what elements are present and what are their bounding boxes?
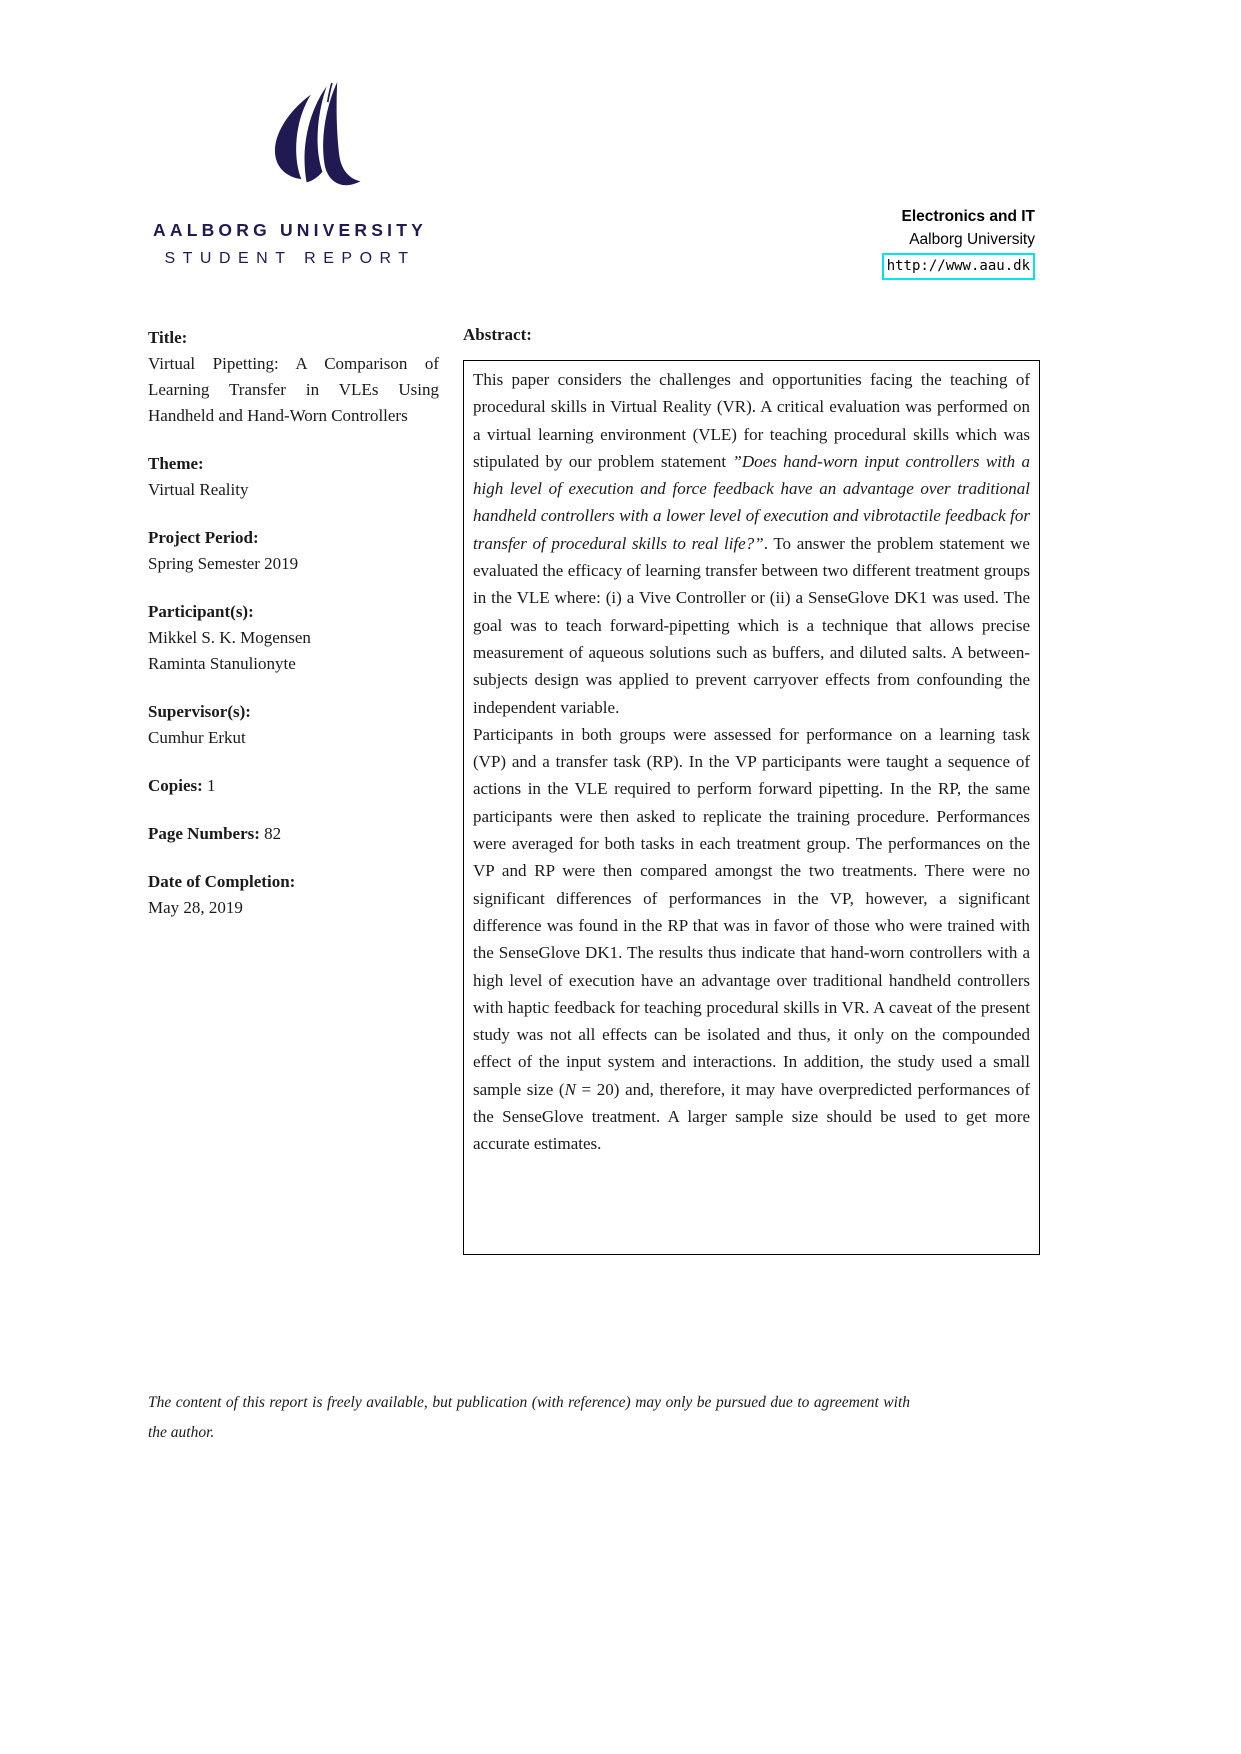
- abstract-column: [463, 325, 1040, 1255]
- university-url-link[interactable]: http://www.aau.dk: [882, 253, 1035, 280]
- field-date-label: Date of Completion:: [148, 872, 296, 891]
- abstract-text: This paper considers the challenges and opportunities facing the teaching of procedural skills in Virtual Reality (VR). A critical evaluation was performed on a virtual learning environment (VLE) for teaching procedural skills which was stipulated by our problem statement: [473, 370, 1030, 471]
- logo-report-type: STUDENT REPORT: [164, 250, 416, 267]
- field-date-of-completion: [148, 869, 439, 921]
- abstract-paragraph: [473, 366, 1030, 721]
- supervisor-name: Cumhur Erkut: [148, 728, 246, 747]
- field-copies-label: Copies:: [148, 776, 203, 795]
- field-project-period-value: Spring Semester 2019: [148, 554, 299, 573]
- abstract-text: Participants in both groups were assessed for performance on a learning task (VP) and a transfer task (RP). In the VP participants were taught a sequence of actions in the VLE required to perform forward pipetting. In the RP, the same participants were then asked to replicate the training procedure. Performances were averaged for both tasks in each treatment group. The performances on the VP and RP were then compared amongst the two treatments. There were no significant differences of performances in the VP, however, a significant difference was found in the RP that was in favor of those who were trained with the SenseGlove DK1. The results thus indicate that hand-worn controllers with a high level of execution have an advantage over traditional handheld controllers with haptic feedback for teaching procedural skills in VR. A caveat of the present study was not all effects can be isolated and thus, it only on the compounded effect of the input system and interactions. In addition, the study used a small sample size (: [473, 724, 1030, 1099]
- field-theme-value: Virtual Reality: [148, 480, 249, 499]
- abstract-quote: ”Does hand-worn input controllers with a high level of execution and force feedback have an advantage over traditional handheld controllers with a lower level of execution and vibrotactile feedback for transfer of procedural skills to real life?”: [473, 451, 1030, 553]
- field-copies-value: 1: [207, 776, 216, 795]
- field-supervisors-label: Supervisor(s):: [148, 702, 251, 721]
- abstract-paragraph: [473, 721, 1030, 1158]
- field-theme: [148, 451, 439, 503]
- aau-logo-swoosh-icon: [250, 82, 378, 214]
- field-page-numbers-label: Page Numbers:: [148, 824, 260, 843]
- abstract-math-n: N: [564, 1079, 576, 1099]
- field-page-numbers-value: 82: [264, 824, 282, 843]
- field-page-numbers: [148, 821, 439, 847]
- field-theme-label: Theme:: [148, 454, 204, 473]
- field-date-value: May 28, 2019: [148, 898, 243, 917]
- field-participants-label: Participant(s):: [148, 602, 254, 621]
- field-supervisors: [148, 699, 439, 751]
- field-title: [148, 325, 439, 429]
- abstract-text: = 20) and, therefore, it may have overpredicted performances of the SenseGlove treatment. A larger sample size should be used to get more accurate estimates.: [473, 1079, 1031, 1154]
- department-name: Electronics and IT: [901, 208, 1035, 225]
- field-project-period-label: Project Period:: [148, 528, 259, 547]
- header-right-block: [882, 205, 1035, 280]
- field-participants: [148, 599, 439, 677]
- abstract-heading: Abstract:: [463, 325, 532, 344]
- field-copies: [148, 773, 439, 799]
- copyright-notice: The content of this report is freely available, but publication (with reference) may only be pursued due to agreement with the author.: [148, 1394, 910, 1441]
- metadata-column: [148, 325, 439, 943]
- participant-name: Mikkel S. K. Mogensen: [148, 628, 311, 647]
- field-title-label: Title:: [148, 328, 188, 347]
- university-name: Aalborg University: [909, 231, 1035, 248]
- field-project-period: [148, 525, 439, 577]
- field-title-value: Virtual Pipetting: A Comparison of Learning Transfer in VLEs Using Handheld and Hand-Worn Controllers: [148, 354, 439, 425]
- abstract-box: [463, 360, 1040, 1255]
- logo-university-name: AALBORG UNIVERSITY: [153, 220, 427, 240]
- participant-name: Raminta Stanulionyte: [148, 654, 296, 673]
- abstract-text: . To answer the problem statement we evaluated the efficacy of learning transfer between two different treatment groups in the VLE where: (i) a Vive Controller or (ii) a SenseGlove DK1 was used. The goal was to teach forward-pipetting which is a technique that allows precise measurement of aqueous solutions such as buffers, and diluted salts. A between-subjects design was applied to prevent carryover effects from confounding the independent variable.: [473, 533, 1030, 717]
